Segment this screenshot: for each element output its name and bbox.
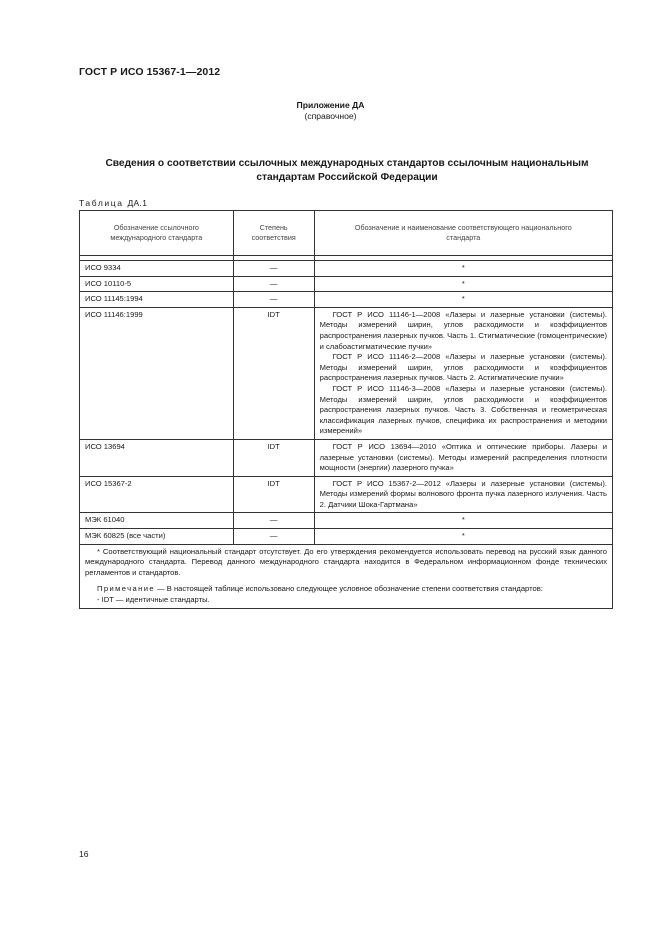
national-standard-entry: ГОСТ Р ИСО 13694—2010 «Оптика и оптические приборы. Лазеры и лазерные установки (системы). Методы измерений распределения плотности мощности (энергии) лазерного пучка» [319,441,607,473]
iso-cell: ИСО 9334 [80,261,234,277]
iso-cell: ИСО 13694 [80,439,234,476]
national-cell: * [314,276,612,292]
table-caption-number: ДА.1 [127,198,148,208]
national-cell [314,439,612,476]
degree-cell: — [233,276,314,292]
national-cell: * [314,261,612,277]
iso-cell: ИСО 15367-2 [80,476,234,513]
header-national-line-1: Обозначение и наименование соответствующего национального [354,223,572,232]
degree-cell: IDT [233,476,314,513]
page-number: 16 [79,849,89,859]
table-caption [79,198,147,208]
national-standard-entry: ГОСТ Р ИСО 15367-2—2012 «Лазеры и лазерные установки (системы). Методы измерений формы волнового фронта пучка лазерного излучения. Часть 2. Датчики Шока-Гартмана» [319,478,607,509]
degree-cell: IDT [233,439,314,476]
note-label: Примечание [97,584,155,594]
national-standard-entry: ГОСТ Р ИСО 11146-2—2008 «Лазеры и лазерные установки (системы). Методы измерений ширин, углов расходимости и коэффициентов распространения лазерных пучков. Часть 2. Астигматические пучки» [319,352,607,383]
degree-cell: — [233,292,314,308]
national-cell: * [314,292,612,308]
table-notes-row [80,544,613,608]
table-row [80,261,613,277]
table-caption-label: Таблица [79,198,124,208]
header-iso-designation [80,211,234,256]
table-note [85,584,607,595]
iso-cell: ИСО 11146:1999 [80,307,234,439]
header-national-line-2: стандарта [446,233,481,242]
iso-cell: ИСО 10110-5 [80,276,234,292]
header-degree [233,211,314,256]
table-row [80,439,613,476]
section-title-line-2: стандартам Российской Федерации [256,172,438,183]
national-standard-entry: ГОСТ Р ИСО 11146-3—2008 «Лазеры и лазерные установки (системы). Методы измерений ширин, углов расходимости и коэффициентов распространения лазерных пучков. Часть 3. Собственная и геометрическая классификация лазерных пучков, специфика их распространения и методики измерений» [319,383,607,436]
degree-cell: IDT [233,307,314,439]
table-row [80,529,613,545]
table-header-row [80,211,613,256]
table-row [80,276,613,292]
appendix-heading [0,100,661,122]
header-degree-line-2: соответствия [251,233,296,242]
table-footnote: * Соответствующий национальный стандарт отсутствует. До его утверждения рекомендуется использовать перевод на русский язык данного международного стандарта. Перевод данного международного стандарта находится в Федеральном информационном фонде технических регламентов и стандартов. [85,546,607,577]
header-national-standard [314,211,612,256]
header-iso-line-1: Обозначение ссылочного [113,223,199,232]
national-cell [314,307,612,439]
section-title-line-1: Сведения о соответствии ссылочных международных стандартов ссылочным национальным [105,158,589,169]
table-row [80,513,613,529]
degree-cell: — [233,261,314,277]
iso-cell: ИСО 11145:1994 [80,292,234,308]
degree-cell: — [233,513,314,529]
iso-cell: МЭК 60825 (все части) [80,529,234,545]
appendix-title: Приложение ДА [296,100,365,110]
national-cell [314,476,612,513]
table-row [80,476,613,513]
table-row [80,307,613,439]
national-cell: * [314,513,612,529]
document-code: ГОСТ Р ИСО 15367-1—2012 [79,66,221,78]
degree-cell: — [233,529,314,545]
note-item: - IDT — идентичные стандарты. [97,595,210,605]
iso-cell: МЭК 61040 [80,513,234,529]
note-text: — В настоящей таблице использовано следующее условное обозначение степени соответствия стандартов: [154,584,543,594]
header-degree-line-1: Степень [259,223,288,232]
national-cell: * [314,529,612,545]
table-row [80,292,613,308]
national-standard-entry: ГОСТ Р ИСО 11146-1—2008 «Лазеры и лазерные установки (системы). Методы измерений ширин, углов расходимости и коэффициентов распространения лазерных пучков. Часть 1. Стигматические (гомоцентрические) и слабоастигматические пучки» [319,309,607,351]
correspondence-table [79,210,613,609]
table-notes [80,544,613,608]
appendix-subtitle: (справочное) [304,111,357,121]
section-title [79,157,615,185]
header-iso-line-2: международного стандарта [110,233,203,242]
